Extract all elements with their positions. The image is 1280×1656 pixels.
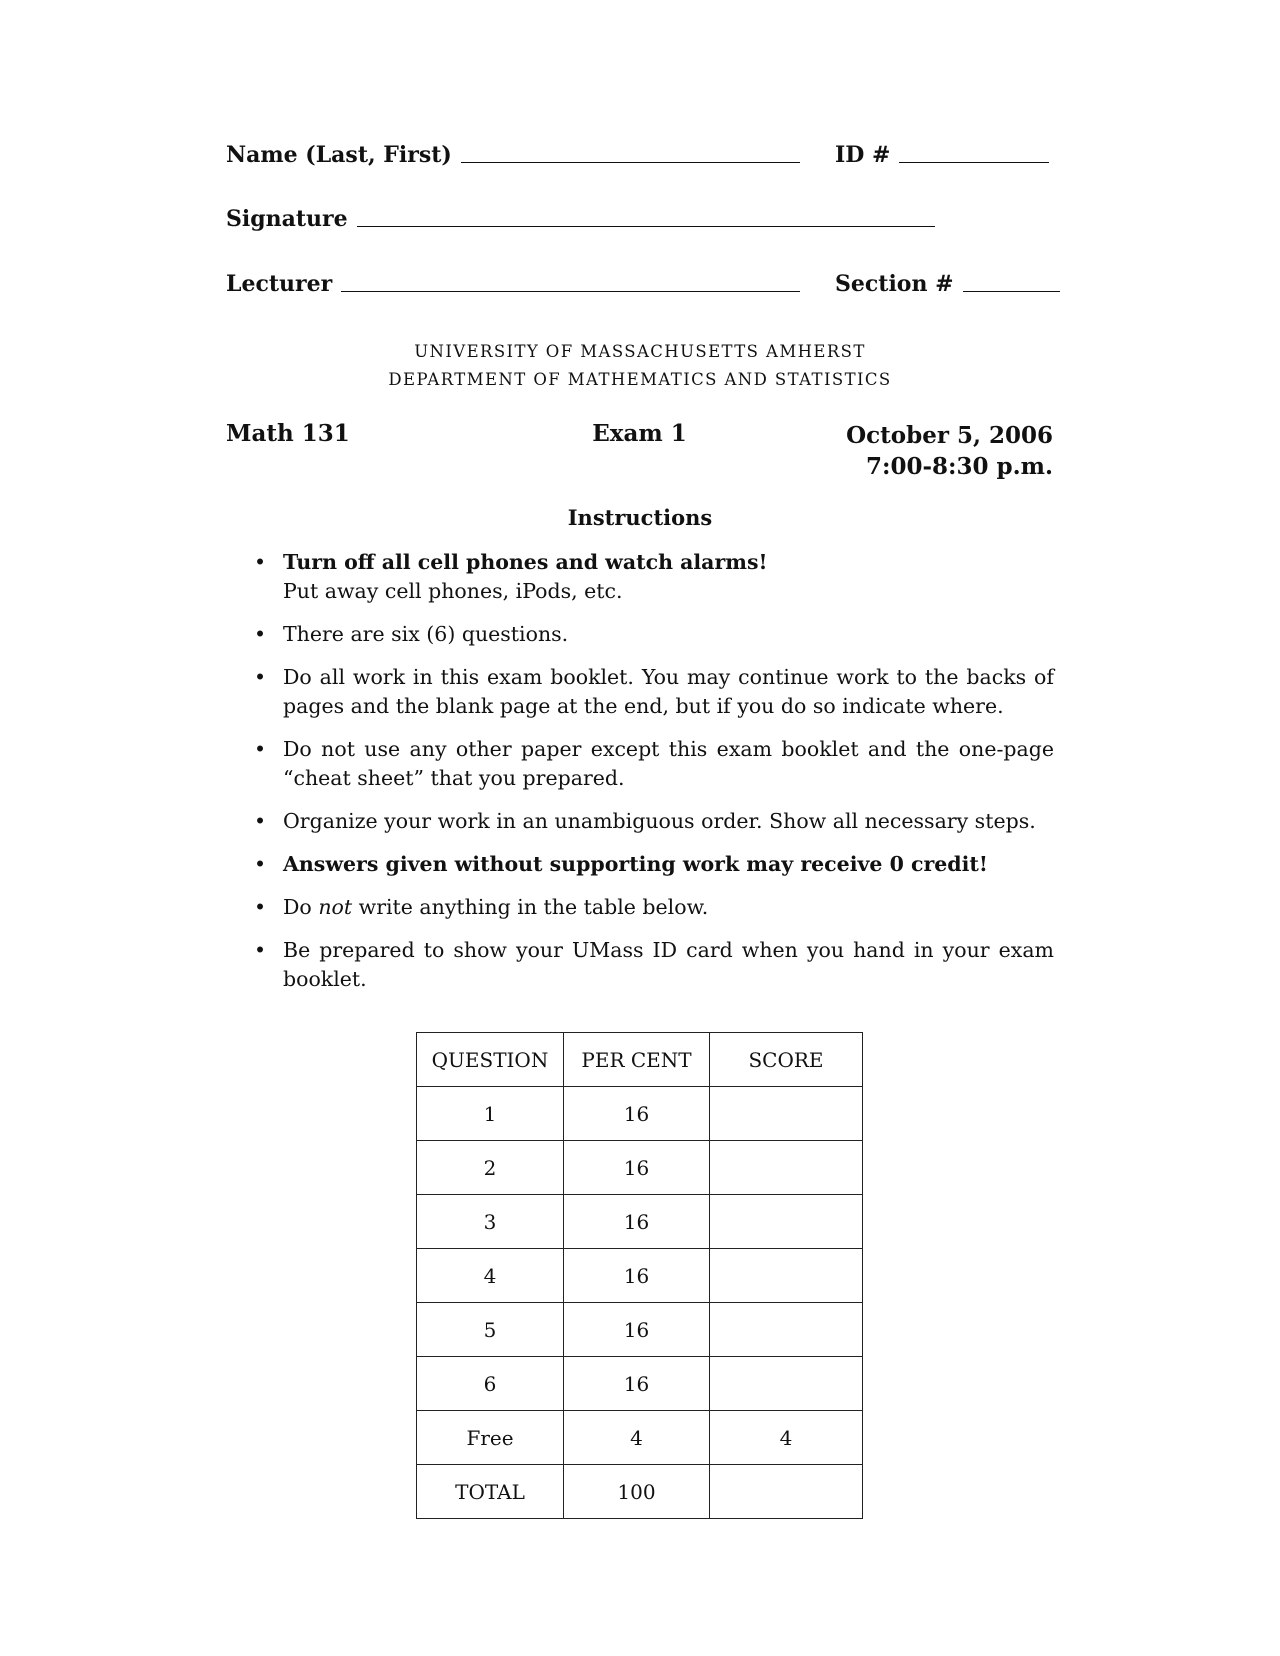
score-cell [710, 1303, 863, 1357]
instruction-emphasis: not [318, 895, 353, 919]
instruction-text-pre: Do [283, 895, 312, 919]
exam-title: Exam 1 [592, 420, 687, 447]
lecturer-section-row [226, 273, 1053, 307]
lecturer-label: Lecturer [226, 271, 333, 297]
table-row [417, 1249, 863, 1303]
signature-label: Signature [226, 206, 348, 232]
table-row [417, 1357, 863, 1411]
list-item [254, 936, 1054, 994]
score-cell [710, 1249, 863, 1303]
id-label: ID # [835, 142, 891, 168]
signature-field[interactable] [226, 208, 935, 230]
table-row [417, 1411, 863, 1465]
bullet-icon: • [254, 809, 267, 833]
question-cell: 1 [417, 1087, 564, 1141]
question-cell: 6 [417, 1357, 564, 1411]
bullet-icon: • [254, 622, 267, 646]
instructions-title: Instructions [567, 505, 713, 530]
instruction-bold-text: Answers given without supporting work may receive 0 credit! [283, 852, 988, 876]
percent-cell: 16 [564, 1087, 710, 1141]
score-cell [710, 1357, 863, 1411]
list-item [254, 807, 1054, 836]
header-score: SCORE [710, 1033, 863, 1087]
exam-time: 7:00-8:30 p.m. [866, 453, 1053, 480]
percent-cell: 16 [564, 1195, 710, 1249]
name-label: Name (Last, First) [226, 142, 452, 168]
instruction-text: There are six (6) questions. [283, 622, 569, 646]
percent-cell: 16 [564, 1249, 710, 1303]
question-cell: TOTAL [417, 1465, 564, 1519]
list-item [254, 850, 1054, 879]
lecturer-input-line[interactable] [341, 290, 800, 292]
table-row [417, 1303, 863, 1357]
table-row [417, 1465, 863, 1519]
question-cell: 4 [417, 1249, 564, 1303]
table-header-row [417, 1033, 863, 1087]
list-item [254, 548, 1054, 606]
name-input-line[interactable] [461, 161, 800, 163]
instruction-bold-text: Turn off all cell phones and watch alarms! [283, 550, 768, 574]
table-row [417, 1141, 863, 1195]
university-name: UNIVERSITY OF MASSACHUSETTS AMHERST [414, 342, 866, 361]
name-id-row [226, 144, 1053, 178]
instruction-text: Do all work in this exam booklet. You may continue work to the backs of pages and the blank page at the end, but if you do so indicate where. [283, 665, 1054, 718]
course-name: Math 131 [226, 420, 350, 447]
percent-cell: 16 [564, 1303, 710, 1357]
percent-cell: 100 [564, 1465, 710, 1519]
bullet-icon: • [254, 737, 267, 761]
id-input-line[interactable] [899, 161, 1049, 163]
instruction-text: Be prepared to show your UMass ID card when you hand in your exam booklet. [283, 938, 1054, 991]
instruction-text: Put away cell phones, iPods, etc. [283, 579, 623, 603]
table-row [417, 1087, 863, 1141]
score-cell: 4 [710, 1411, 863, 1465]
instruction-text: Organize your work in an unambiguous order. Show all necessary steps. [283, 809, 1036, 833]
instruction-text-post: write anything in the table below. [358, 895, 709, 919]
bullet-icon: • [254, 852, 267, 876]
question-cell: 3 [417, 1195, 564, 1249]
table-row [417, 1195, 863, 1249]
header-percent: PER CENT [564, 1033, 710, 1087]
score-cell [710, 1195, 863, 1249]
percent-cell: 4 [564, 1411, 710, 1465]
department-name: DEPARTMENT OF MATHEMATICS AND STATISTICS [388, 370, 892, 389]
bullet-icon: • [254, 665, 267, 689]
section-input-line[interactable] [963, 290, 1060, 292]
name-field[interactable] [226, 144, 800, 166]
list-item [254, 735, 1054, 793]
exam-date: October 5, 2006 [846, 422, 1053, 449]
bullet-icon: • [254, 895, 267, 919]
section-field[interactable] [835, 273, 1060, 295]
question-cell: 5 [417, 1303, 564, 1357]
question-cell: 2 [417, 1141, 564, 1195]
score-cell [710, 1141, 863, 1195]
bullet-icon: • [254, 550, 267, 574]
bullet-icon: • [254, 938, 267, 962]
list-item [254, 620, 1054, 649]
percent-cell: 16 [564, 1141, 710, 1195]
percent-cell: 16 [564, 1357, 710, 1411]
id-field[interactable] [835, 144, 1049, 166]
section-label: Section # [835, 271, 954, 297]
question-cell: Free [417, 1411, 564, 1465]
institution-header [0, 338, 1280, 394]
signature-input-line[interactable] [357, 225, 935, 227]
score-cell [710, 1465, 863, 1519]
score-cell [710, 1087, 863, 1141]
exam-datetime [846, 420, 1053, 482]
instruction-text: Do not use any other paper except this exam booklet and the one-page “cheat sheet” that you prepared. [283, 737, 1054, 790]
instructions-list [254, 548, 1054, 1008]
list-item [254, 893, 1054, 922]
header-question: QUESTION [417, 1033, 564, 1087]
list-item [254, 663, 1054, 721]
lecturer-field[interactable] [226, 273, 800, 295]
score-table [416, 1032, 863, 1519]
signature-row [226, 208, 1053, 242]
